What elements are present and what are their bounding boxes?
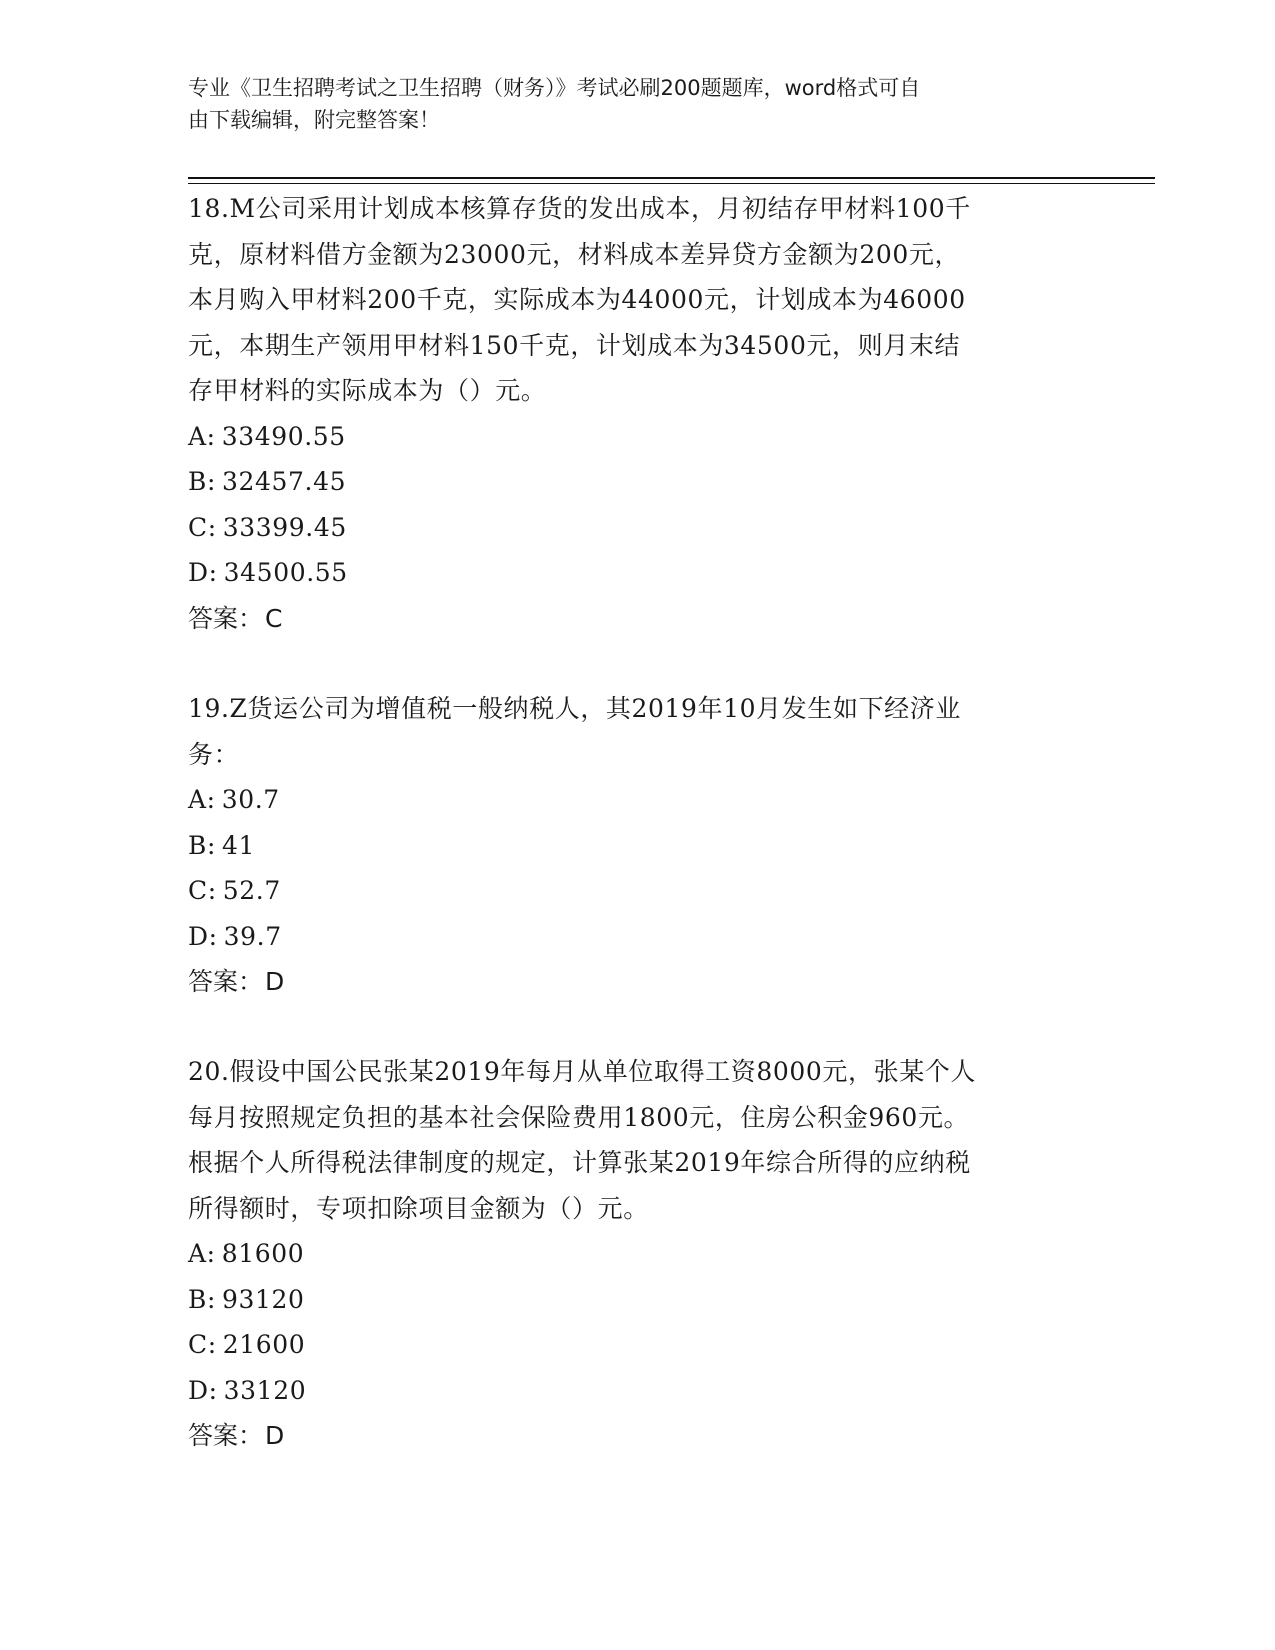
option-c — [188, 1322, 1088, 1368]
option-value: 34500.55 — [223, 558, 348, 587]
option-label: D: — [188, 558, 218, 587]
question-stem: 19.Z货运公司为增值税一般纳税人，其2019年10月发生如下经济业 务： — [188, 694, 961, 769]
option-value: 93120 — [222, 1284, 305, 1314]
question-18 — [188, 186, 1088, 641]
option-c — [188, 868, 1088, 914]
question-stem: 20.假设中国公民张某2019年每月从单位取得工资8000元，张某个人 每月按照规定负担的基本社会保险费用1800元，住房公积金960元。 根据个人所得税法律制度的规定，计算张某2019年综合所得的应纳税 所得额时，专项扣除项目金额为（）元。 — [188, 1057, 977, 1223]
option-a — [188, 1231, 1088, 1277]
option-list — [188, 1231, 1088, 1413]
answer-label: 答案： — [188, 603, 264, 633]
answer-value: D — [265, 967, 285, 996]
option-value: 33120 — [223, 1375, 307, 1405]
option-value: 30.7 — [221, 785, 280, 814]
option-a — [188, 414, 1088, 460]
answer-label: 答案： — [188, 967, 264, 996]
option-b — [188, 1277, 1088, 1323]
question-19 — [188, 686, 1088, 1005]
option-value: 81600 — [221, 1239, 305, 1268]
answer-label: 答案： — [188, 1421, 264, 1450]
header-divider-thin — [188, 183, 1155, 184]
option-b — [188, 823, 1088, 869]
option-b — [188, 459, 1088, 505]
option-label: A: — [188, 421, 216, 451]
option-label: C: — [188, 512, 217, 542]
answer-line — [188, 1413, 1088, 1459]
option-label: B: — [188, 467, 216, 496]
option-c — [188, 505, 1088, 551]
option-label: A: — [188, 785, 216, 814]
option-label: D: — [188, 1375, 218, 1405]
document-header: 专业《卫生招聘考试之卫生招聘（财务）》考试必刷200题题库，word格式可自 由下载编辑，附完整答案！ — [188, 76, 921, 132]
question-stem: 18.M公司采用计划成本核算存货的发出成本，月初结存甲材料100千 克，原材料借方金额为23000元，材料成本差异贷方金额为200元， 本月购入甲材料200千克，实际成本为44000元，计划成本为46000 元，本期生产领用甲材料150千克，计划成本为34500元，则月末结 存甲材料的实际成本为（）元。 — [188, 194, 971, 405]
option-list — [188, 414, 1088, 596]
option-d — [188, 914, 1088, 960]
option-d — [188, 550, 1088, 596]
answer-value: D — [265, 1421, 285, 1450]
question-20 — [188, 1049, 1088, 1459]
option-value: 32457.45 — [222, 467, 347, 496]
option-label: C: — [188, 876, 217, 905]
option-list — [188, 777, 1088, 959]
answer-line — [188, 959, 1088, 1005]
option-value: 52.7 — [222, 876, 281, 905]
option-value: 33399.45 — [222, 512, 347, 542]
option-label: D: — [188, 921, 218, 951]
option-a — [188, 777, 1088, 823]
option-label: B: — [188, 1284, 216, 1314]
option-value: 33490.55 — [221, 421, 346, 451]
option-label: C: — [188, 1330, 217, 1359]
answer-line — [188, 596, 1088, 642]
option-d — [188, 1368, 1088, 1414]
option-value: 41 — [222, 830, 256, 860]
option-label: B: — [188, 830, 216, 860]
option-label: A: — [188, 1239, 216, 1268]
header-divider-thick — [188, 177, 1155, 179]
answer-value: C — [265, 603, 283, 633]
option-value: 39.7 — [223, 921, 282, 951]
option-value: 21600 — [222, 1330, 306, 1359]
